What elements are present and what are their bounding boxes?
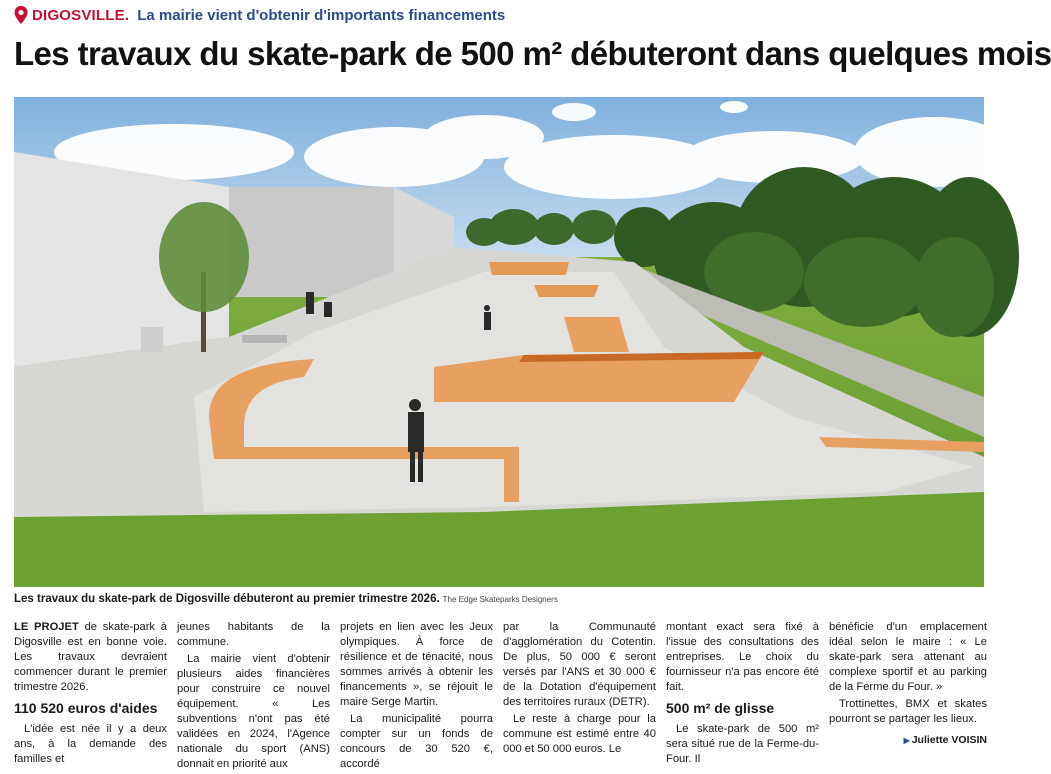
- paragraph: L'idée est née il y a deux ans, à la demande des familles et: [14, 723, 167, 765]
- paragraph: de skate-park à Digosville est en bonne voie. Les travaux devraient commencer durant le premier trimestre 2026.: [14, 621, 167, 693]
- kicker-subtitle: La mairie vient d'obtenir d'importants financements: [137, 6, 506, 24]
- article-kicker: [14, 4, 505, 26]
- paragraph: Le reste à charge pour la commune est estimé entre 40 000 et 50 000 euros. Le: [503, 713, 656, 755]
- column-4: [503, 620, 656, 759]
- location-pin-icon: [14, 6, 28, 24]
- paragraph: Le skate-park de 500 m² sera situé rue de la Ferme-du-Four. Il: [666, 723, 819, 765]
- author-signature: ▶ Juliette VOISIN: [903, 734, 987, 746]
- skatepark-rendering-image: [14, 97, 984, 587]
- paragraph: par la Communauté d'agglomération du Cotentin. De plus, 50 000 € seront versés par l'ANS et 30 000 € de la Dotation d'équipement des territoires ruraux (DETR).: [503, 621, 656, 708]
- paragraph: Trottinettes, BMX et skates pourront se partager les lieux.: [829, 698, 987, 725]
- caption-text: Les travaux du skate-park de Digosville débuteront au premier trimestre 2026.: [14, 593, 440, 605]
- triangle-icon: ▶: [903, 736, 910, 745]
- paragraph: montant exact sera fixé à l'issue des consultations des entreprises. Le choix du fournisseur n'a pas encore été fait.: [666, 621, 819, 693]
- column-2: [177, 620, 330, 774]
- photo-caption: [14, 593, 989, 605]
- paragraph: projets en lien avec les Jeux olympiques. À force de résilience et de ténacité, nous sommes arrivés à obtenir les financements », se réjouit le maire Serge Martin.: [340, 621, 493, 708]
- subheading-aids: 110 520 euros d'aides: [14, 700, 158, 716]
- paragraph: jeunes habitants de la commune.: [177, 621, 330, 648]
- subheading-glisse: 500 m² de glisse: [666, 700, 775, 716]
- column-6: [829, 620, 987, 748]
- article-body: [14, 620, 989, 770]
- paragraph: bénéficie d'un emplacement idéal selon le maire : « Le skate-park sera attenant au complexe sportif et au parking de la Ferme du Four. »: [829, 621, 987, 693]
- kicker-place: DIGOSVILLE.: [32, 6, 130, 24]
- article-headline: Les travaux du skate-park de 500 m² débuteront dans quelques mois: [14, 35, 1051, 72]
- column-5: [666, 620, 819, 769]
- column-3: [340, 620, 493, 774]
- photo-credit: The Edge Skateparks Designers: [442, 595, 558, 604]
- paragraph: La mairie vient d'obtenir plusieurs aides financières pour construire ce nouvel équipement. « Les subventions n'ont pas été validées en 2024, l'Agence nationale du sport (ANS) donnait en priorité aux: [177, 653, 330, 770]
- column-1: [14, 620, 167, 769]
- paragraph: La municipalité pourra compter sur un fonds de concours de 30 520 €, accordé: [340, 713, 493, 770]
- lead-word: LE PROJET: [14, 621, 79, 633]
